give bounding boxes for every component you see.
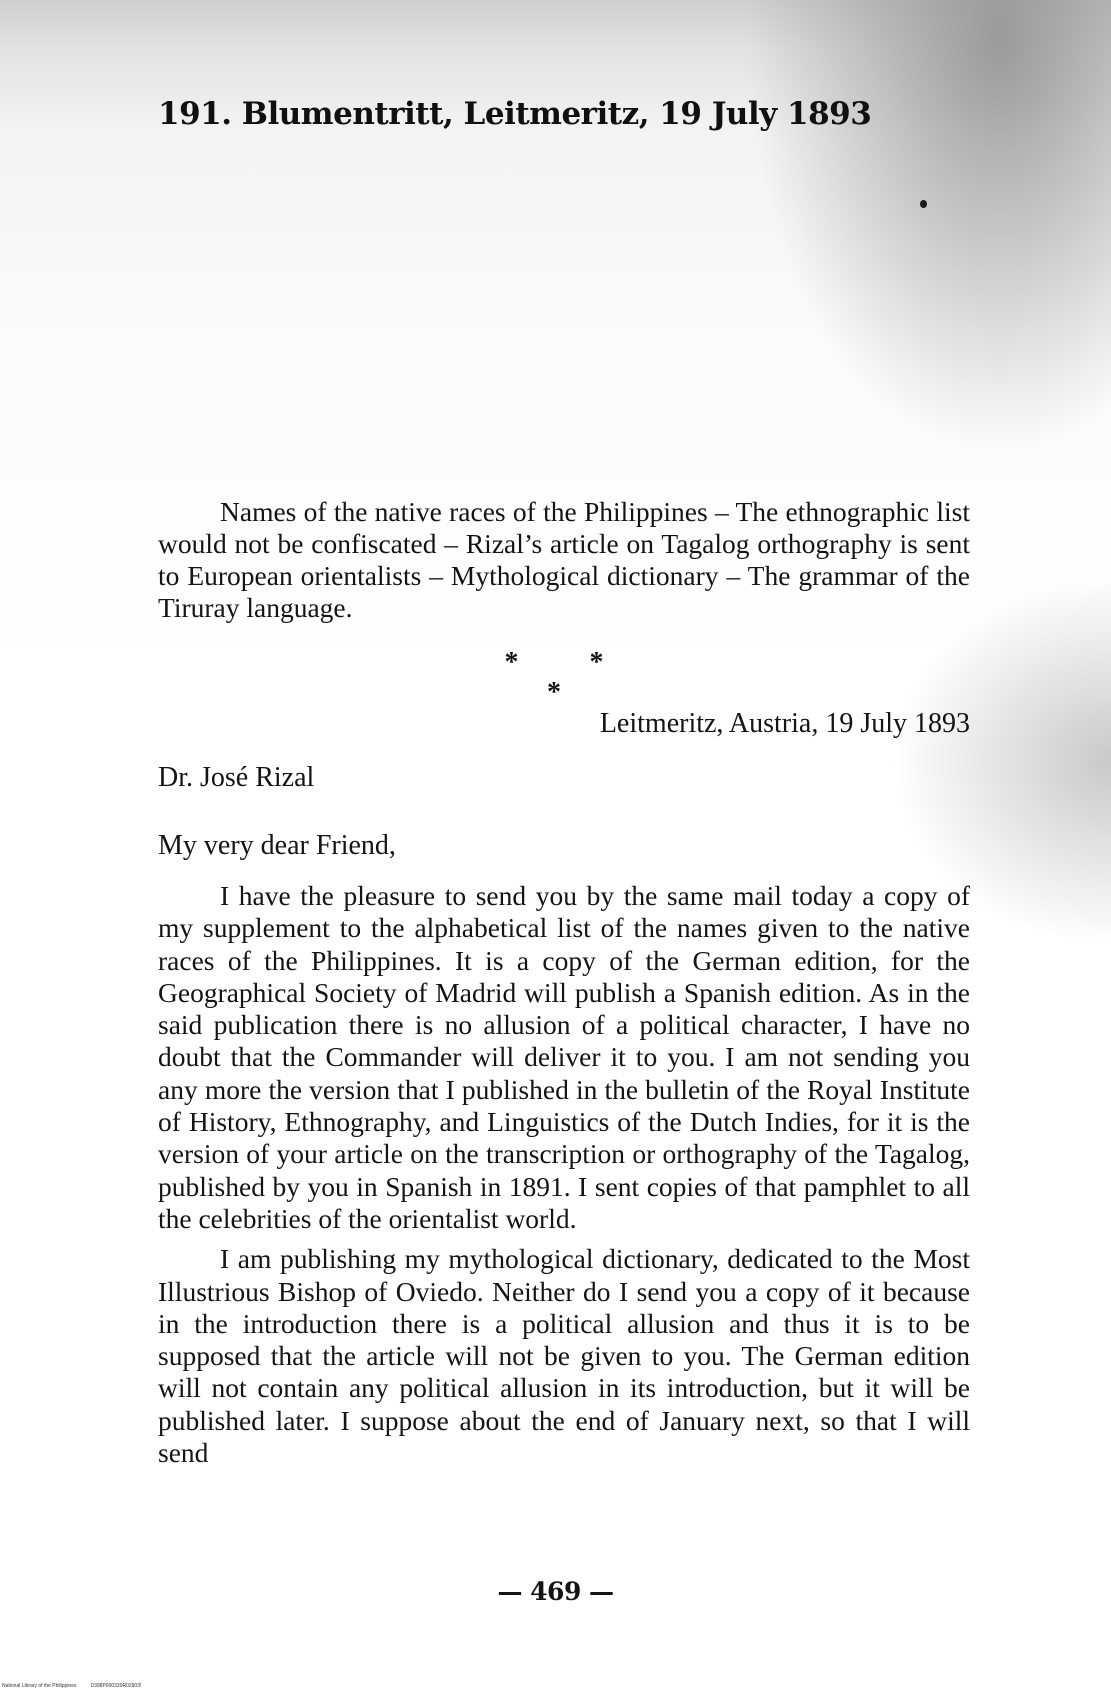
place-date-line: Leitmeritz, Austria, 19 July 1893: [599, 708, 970, 739]
body-paragraph-2: I am publishing my mythological dictionary, dedicated to the Most Illustrious Bishop of Oviedo. Neither do I send you a copy of it because in the introduction there is a political allusion and thus it is to be supposed that the article will not be given to you. The German edition will not contain any political allusion in its introduction, but it will be published later. I suppose about the end of January next, so that I will send: [158, 1243, 970, 1469]
section-separator: * * *: [504, 647, 636, 708]
footer-credit: [2, 1682, 141, 1690]
letter-summary: Names of the native races of the Philippines – The ethnographic list would not be confiscated – Rizal’s article on Tagalog orthography is sent to European orientalists – Mythological dictionary – The grammar of the Tiruray language.: [158, 496, 970, 623]
addressee: Dr. José Rizal: [158, 762, 315, 793]
library-credit: National Library of the Philippines: [2, 1683, 77, 1689]
salutation: My very dear Friend,: [158, 830, 396, 861]
body-paragraph-1: I have the pleasure to send you by the same mail today a copy of my supplement to the alphabetical list of the names given to the native races of the Philippines. It is a copy of the German edition, for the Geographical Society of Madrid will publish a Spanish edition. As in the said publication there is no allusion of a political character, I have no doubt that the Commander will deliver it to you. I am not sending you any more the version that I published in the bulletin of the Royal Institute of History, Ethnography, and Linguistics of the Dutch Indies, for it is the version of your article on the transcription or orthography of the Tagalog, published by you in Spanish in 1891. I sent copies of that pamphlet to all the celebrities of the orientalist world.: [158, 880, 970, 1234]
letter-title: 191. Blumentritt, Leitmeritz, 19 July 1893: [158, 96, 872, 132]
scan-code: D398P000339R02903!: [90, 1683, 142, 1689]
page-number: — 469 —: [497, 1577, 614, 1606]
letter-body: [158, 880, 970, 1477]
ink-speck: [920, 200, 927, 208]
